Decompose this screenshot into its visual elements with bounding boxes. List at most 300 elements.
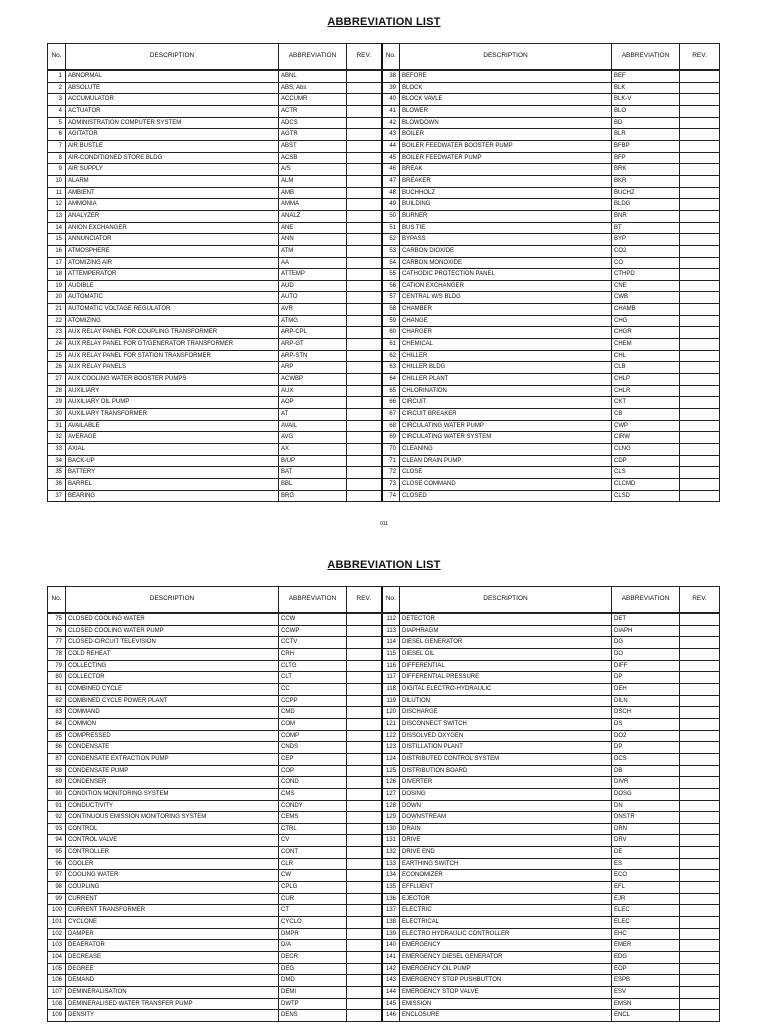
cell-description: CLOSED-CIRCUIT TELEVISION	[66, 637, 279, 649]
cell-rev	[347, 210, 382, 222]
cell-rev	[680, 82, 720, 94]
cell-no: 66	[382, 397, 400, 409]
cell-description: AUX RELAY PANEL FOR GT/GENERATOR TRANSFORMER	[66, 339, 279, 351]
cell-rev	[347, 409, 382, 421]
cell-description: COMMON	[66, 718, 279, 730]
cell-rev	[347, 870, 382, 882]
cell-no: 48	[382, 187, 400, 199]
cell-rev	[680, 409, 720, 421]
cell-description: AIR BUSTLE	[66, 140, 279, 152]
cell-rev	[347, 905, 382, 917]
cell-no: 131	[382, 835, 400, 847]
cell-description: BLOCK	[400, 82, 612, 94]
abbreviation-table-1	[47, 43, 720, 502]
cell-abbreviation: D/A	[279, 940, 347, 952]
cell-abbreviation: DIVR	[612, 777, 680, 789]
cell-description: EMERGENCY STOP PUSHBUTTON	[400, 975, 612, 987]
cell-no: 133	[382, 858, 400, 870]
cell-rev	[347, 672, 382, 684]
cell-no: 57	[382, 292, 400, 304]
cell-description: BOILER FEEDWATER BOOSTER PUMP	[400, 140, 612, 152]
cell-rev	[680, 257, 720, 269]
cell-description: DIFFERENTIAL PRESSURE	[400, 672, 612, 684]
cell-abbreviation: DIFF	[612, 660, 680, 672]
table-row	[48, 998, 720, 1010]
cell-abbreviation: DIAPH	[612, 625, 680, 637]
cell-abbreviation: COND	[279, 777, 347, 789]
cell-rev	[680, 350, 720, 362]
cell-description: BLOCK VAVLE	[400, 94, 612, 106]
cell-description: COOLER	[66, 858, 279, 870]
cell-rev	[680, 613, 720, 625]
cell-abbreviation: CLNG	[612, 444, 680, 456]
cell-no: 129	[382, 812, 400, 824]
cell-rev	[347, 742, 382, 754]
table-row	[48, 987, 720, 999]
cell-abbreviation: CHG	[612, 315, 680, 327]
cell-rev	[680, 199, 720, 211]
cell-abbreviation: CHLP	[612, 374, 680, 386]
cell-abbreviation: CLR	[279, 858, 347, 870]
col-no-header: No.	[382, 44, 400, 71]
cell-description: CHAMBER	[400, 304, 612, 316]
cell-abbreviation: DENS	[279, 1010, 347, 1022]
cell-description: EARTHING SWITCH	[400, 858, 612, 870]
cell-description: AUTOMATIC	[66, 292, 279, 304]
cell-abbreviation: ABST	[279, 140, 347, 152]
cell-description: ATOMIZING	[66, 315, 279, 327]
cell-rev	[680, 374, 720, 386]
cell-description: COLD REHEAT	[66, 648, 279, 660]
cell-rev	[347, 397, 382, 409]
cell-no: 127	[382, 788, 400, 800]
cell-abbreviation: EFL	[612, 882, 680, 894]
table-row	[48, 234, 720, 246]
cell-rev	[347, 339, 382, 351]
cell-no: 83	[48, 707, 66, 719]
cell-rev	[680, 788, 720, 800]
cell-no: 14	[48, 222, 66, 234]
cell-no: 87	[48, 753, 66, 765]
cell-abbreviation: BLO	[612, 105, 680, 117]
col-abbreviation-header: ABBREVIATION	[612, 44, 680, 71]
cell-abbreviation: AVAIL	[279, 420, 347, 432]
cell-description: ABNORMAL	[66, 70, 279, 82]
cell-abbreviation: BAT	[279, 467, 347, 479]
cell-description: AUTOMATIC VOLTAGE REGULATOR	[66, 304, 279, 316]
cell-description: DRAIN	[400, 823, 612, 835]
cell-abbreviation: CO	[612, 257, 680, 269]
cell-no: 141	[382, 952, 400, 964]
table-row	[48, 952, 720, 964]
cell-rev	[347, 175, 382, 187]
cell-abbreviation: CLTG	[279, 660, 347, 672]
cell-rev	[347, 917, 382, 929]
cell-abbreviation: CMS	[279, 788, 347, 800]
cell-rev	[680, 362, 720, 374]
cell-no: 125	[382, 765, 400, 777]
cell-abbreviation: CHEM	[612, 339, 680, 351]
cell-no: 24	[48, 339, 66, 351]
table-row	[48, 409, 720, 421]
cell-abbreviation: ESPB	[612, 975, 680, 987]
cell-no: 45	[382, 152, 400, 164]
cell-no: 106	[48, 975, 66, 987]
table-row	[48, 870, 720, 882]
table-row	[48, 730, 720, 742]
cell-rev	[680, 672, 720, 684]
cell-no: 39	[382, 82, 400, 94]
cell-no: 112	[382, 613, 400, 625]
cell-abbreviation: DN	[612, 800, 680, 812]
cell-description: ATOMIZING AIR	[66, 257, 279, 269]
cell-no: 78	[48, 648, 66, 660]
cell-rev	[680, 490, 720, 502]
cell-abbreviation: EMER	[612, 940, 680, 952]
cell-abbreviation: DCS	[612, 753, 680, 765]
cell-abbreviation: EDG	[612, 952, 680, 964]
cell-no: 3	[48, 94, 66, 106]
cell-abbreviation: CONT	[279, 847, 347, 859]
cell-no: 136	[382, 893, 400, 905]
cell-description: EMERGENCY	[400, 940, 612, 952]
cell-rev	[347, 1010, 382, 1022]
cell-abbreviation: CMD	[279, 707, 347, 719]
cell-rev	[347, 765, 382, 777]
cell-no: 42	[382, 117, 400, 129]
cell-rev	[347, 187, 382, 199]
cell-rev	[680, 140, 720, 152]
cell-rev	[680, 695, 720, 707]
table-row	[48, 742, 720, 754]
col-description-header: DESCRIPTION	[400, 44, 612, 71]
cell-no: 23	[48, 327, 66, 339]
cell-description: ANNUNCIATOR	[66, 234, 279, 246]
cell-no: 26	[48, 362, 66, 374]
cell-abbreviation: ALM	[279, 175, 347, 187]
cell-no: 99	[48, 893, 66, 905]
cell-abbreviation: BFP	[612, 152, 680, 164]
cell-rev	[347, 292, 382, 304]
cell-abbreviation: AVR	[279, 304, 347, 316]
cell-no: 108	[48, 998, 66, 1010]
cell-abbreviation: BFBP	[612, 140, 680, 152]
cell-description: DILUTION	[400, 695, 612, 707]
cell-no: 65	[382, 385, 400, 397]
cell-description: DOSING	[400, 788, 612, 800]
col-rev-header: REV.	[347, 44, 382, 71]
table-row	[48, 1010, 720, 1022]
cell-rev	[680, 164, 720, 176]
table-row	[48, 152, 720, 164]
cell-rev	[347, 140, 382, 152]
cell-rev	[347, 444, 382, 456]
cell-description: CLOSED COOLING WATER	[66, 613, 279, 625]
cell-abbreviation: DP	[612, 742, 680, 754]
table-row	[48, 490, 720, 502]
table-row	[48, 280, 720, 292]
cell-abbreviation: DWTP	[279, 998, 347, 1010]
cell-no: 145	[382, 998, 400, 1010]
table-row	[48, 940, 720, 952]
cell-abbreviation: ES	[612, 858, 680, 870]
cell-rev	[680, 70, 720, 82]
cell-description: CONTROL VALVE	[66, 835, 279, 847]
cell-rev	[680, 998, 720, 1010]
cell-no: 139	[382, 928, 400, 940]
cell-description: ELECTRO HYDRAULIC CONTROLLER	[400, 928, 612, 940]
cell-rev	[347, 952, 382, 964]
cell-no: 122	[382, 730, 400, 742]
cell-abbreviation: BT	[612, 222, 680, 234]
cell-rev	[347, 940, 382, 952]
cell-no: 41	[382, 105, 400, 117]
cell-abbreviation: CYCLO	[279, 917, 347, 929]
cell-rev	[680, 1010, 720, 1022]
cell-description: CURRENT	[66, 893, 279, 905]
cell-abbreviation: CLCMD	[612, 478, 680, 490]
cell-description: ABSOLUTE	[66, 82, 279, 94]
table-row	[48, 975, 720, 987]
cell-description: COOLING WATER	[66, 870, 279, 882]
cell-description: BEARING	[66, 490, 279, 502]
cell-rev	[347, 637, 382, 649]
cell-abbreviation: DNSTR	[612, 812, 680, 824]
cell-no: 134	[382, 870, 400, 882]
cell-description: ALARM	[66, 175, 279, 187]
cell-abbreviation: DO	[612, 648, 680, 660]
cell-abbreviation: ACCUMR	[279, 94, 347, 106]
cell-rev	[347, 882, 382, 894]
cell-description: DOWNSTREAM	[400, 812, 612, 824]
cell-abbreviation: CNE	[612, 280, 680, 292]
cell-description: BACK-UP	[66, 455, 279, 467]
cell-no: 100	[48, 905, 66, 917]
cell-no: 56	[382, 280, 400, 292]
cell-abbreviation: CUR	[279, 893, 347, 905]
cell-rev	[347, 998, 382, 1010]
cell-abbreviation: DMPR	[279, 928, 347, 940]
col-no-header: No.	[382, 587, 400, 614]
cell-description: AMMONIA	[66, 199, 279, 211]
cell-abbreviation: A/S	[279, 164, 347, 176]
cell-abbreviation: AGTR	[279, 129, 347, 141]
cell-rev	[680, 234, 720, 246]
cell-description: DENSITY	[66, 1010, 279, 1022]
cell-abbreviation: CPLG	[279, 882, 347, 894]
cell-no: 117	[382, 672, 400, 684]
cell-no: 76	[48, 625, 66, 637]
cell-description: EMERGENCY OIL PUMP	[400, 963, 612, 975]
cell-abbreviation: CLB	[612, 362, 680, 374]
cell-no: 12	[48, 199, 66, 211]
cell-rev	[680, 648, 720, 660]
cell-rev	[680, 987, 720, 999]
cell-description: ECONOMIZER	[400, 870, 612, 882]
cell-no: 1	[48, 70, 66, 82]
cell-no: 116	[382, 660, 400, 672]
table-row	[48, 257, 720, 269]
col-description-header: DESCRIPTION	[66, 587, 279, 614]
cell-no: 92	[48, 812, 66, 824]
cell-abbreviation: ACTR	[279, 105, 347, 117]
table-row	[48, 637, 720, 649]
cell-rev	[347, 613, 382, 625]
cell-description: COMPRESSED	[66, 730, 279, 742]
table-row	[48, 765, 720, 777]
table-row	[48, 660, 720, 672]
cell-abbreviation: CHAMB	[612, 304, 680, 316]
cell-description: BLOWER	[400, 105, 612, 117]
cell-no: 80	[48, 672, 66, 684]
cell-no: 93	[48, 823, 66, 835]
cell-rev	[347, 800, 382, 812]
table-row	[48, 327, 720, 339]
cell-no: 144	[382, 987, 400, 999]
table-row	[48, 129, 720, 141]
cell-description: AUDIBLE	[66, 280, 279, 292]
cell-rev	[680, 905, 720, 917]
cell-abbreviation: ATM	[279, 245, 347, 257]
table-row	[48, 117, 720, 129]
cell-no: 35	[48, 467, 66, 479]
col-rev-header: REV.	[680, 587, 720, 614]
cell-abbreviation: CO2	[612, 245, 680, 257]
cell-abbreviation: COMP	[279, 730, 347, 742]
cell-description: CONDENSER	[66, 777, 279, 789]
cell-abbreviation: CHLR	[612, 385, 680, 397]
cell-no: 81	[48, 683, 66, 695]
cell-rev	[680, 882, 720, 894]
cell-description: CONDENSATE EXTRACTION PUMP	[66, 753, 279, 765]
cell-no: 40	[382, 94, 400, 106]
cell-rev	[680, 269, 720, 281]
cell-no: 16	[48, 245, 66, 257]
cell-abbreviation: AUD	[279, 280, 347, 292]
cell-rev	[347, 648, 382, 660]
cell-abbreviation: DILN	[612, 695, 680, 707]
table-row	[48, 140, 720, 152]
cell-description: DIVERTER	[400, 777, 612, 789]
cell-description: COUPLING	[66, 882, 279, 894]
cell-description: ADMINISTRATION COMPUTER SYSTEM	[66, 117, 279, 129]
cell-description: COMBINED CYCLE POWER PLANT	[66, 695, 279, 707]
cell-rev	[347, 164, 382, 176]
cell-no: 84	[48, 718, 66, 730]
table-row	[48, 835, 720, 847]
cell-no: 128	[382, 800, 400, 812]
cell-abbreviation: DE	[612, 847, 680, 859]
cell-description: DIESEL GENERATOR	[400, 637, 612, 649]
cell-description: DISCHARGE	[400, 707, 612, 719]
table-row	[48, 420, 720, 432]
cell-description: AUX RELAY PANEL FOR STATION TRANSFORMER	[66, 350, 279, 362]
cell-abbreviation: BLDG	[612, 199, 680, 211]
cell-description: CHLORINATION	[400, 385, 612, 397]
cell-description: CYCLONE	[66, 917, 279, 929]
cell-no: 101	[48, 917, 66, 929]
table-row	[48, 683, 720, 695]
cell-rev	[347, 812, 382, 824]
cell-no: 5	[48, 117, 66, 129]
table-header-row	[48, 44, 720, 71]
cell-description: BREAKER	[400, 175, 612, 187]
cell-description: DEMINERALISED WATER TRANSFER PUMP	[66, 998, 279, 1010]
cell-no: 143	[382, 975, 400, 987]
cell-rev	[347, 152, 382, 164]
cell-abbreviation: DG	[612, 637, 680, 649]
cell-description: CLOSE COMMAND	[400, 478, 612, 490]
cell-abbreviation: DRV	[612, 835, 680, 847]
cell-abbreviation: ENCL	[612, 1010, 680, 1022]
cell-rev	[680, 940, 720, 952]
cell-description: BARREL	[66, 478, 279, 490]
cell-description: AMBIENT	[66, 187, 279, 199]
cell-rev	[680, 478, 720, 490]
cell-abbreviation: CCWP	[279, 625, 347, 637]
cell-abbreviation: CCW	[279, 613, 347, 625]
cell-abbreviation: DMD	[279, 975, 347, 987]
cell-description: COMBINED CYCLE	[66, 683, 279, 695]
table-row	[48, 269, 720, 281]
cell-no: 96	[48, 858, 66, 870]
cell-abbreviation: CLSD	[612, 490, 680, 502]
cell-description: BEFORE	[400, 70, 612, 82]
cell-no: 43	[382, 129, 400, 141]
cell-description: DEAERATOR	[66, 940, 279, 952]
cell-rev	[347, 730, 382, 742]
cell-abbreviation: AMMA	[279, 199, 347, 211]
cell-no: 121	[382, 718, 400, 730]
cell-rev	[347, 928, 382, 940]
cell-abbreviation: AX	[279, 444, 347, 456]
table-row	[48, 245, 720, 257]
cell-description: CLEAN DRAIN PUMP	[400, 455, 612, 467]
table-row	[48, 339, 720, 351]
cell-abbreviation: ARP-STN	[279, 350, 347, 362]
cell-rev	[680, 963, 720, 975]
cell-abbreviation: CV	[279, 835, 347, 847]
cell-no: 22	[48, 315, 66, 327]
cell-description: COMMAND	[66, 707, 279, 719]
cell-no: 13	[48, 210, 66, 222]
cell-description: EJECTOR	[400, 893, 612, 905]
page-number: 011	[380, 521, 388, 527]
cell-no: 7	[48, 140, 66, 152]
cell-abbreviation: BRG	[279, 490, 347, 502]
cell-no: 2	[48, 82, 66, 94]
cell-abbreviation: EOP	[612, 963, 680, 975]
cell-description: EFFLUENT	[400, 882, 612, 894]
cell-description: CONDITION MONITORING SYSTEM	[66, 788, 279, 800]
cell-no: 18	[48, 269, 66, 281]
cell-rev	[347, 707, 382, 719]
cell-rev	[347, 82, 382, 94]
cell-abbreviation: CCPP	[279, 695, 347, 707]
cell-abbreviation: CLS	[612, 467, 680, 479]
table-row	[48, 222, 720, 234]
cell-description: ACTUATOR	[66, 105, 279, 117]
col-no-header: No.	[48, 587, 66, 614]
cell-no: 8	[48, 152, 66, 164]
cell-description: CIRCUIT BREAKER	[400, 409, 612, 421]
cell-rev	[347, 777, 382, 789]
cell-no: 49	[382, 199, 400, 211]
cell-description: CENTRAL W/S BLDG	[400, 292, 612, 304]
cell-no: 88	[48, 765, 66, 777]
cell-description: CARBON DIOXIDE	[400, 245, 612, 257]
cell-abbreviation: COM	[279, 718, 347, 730]
